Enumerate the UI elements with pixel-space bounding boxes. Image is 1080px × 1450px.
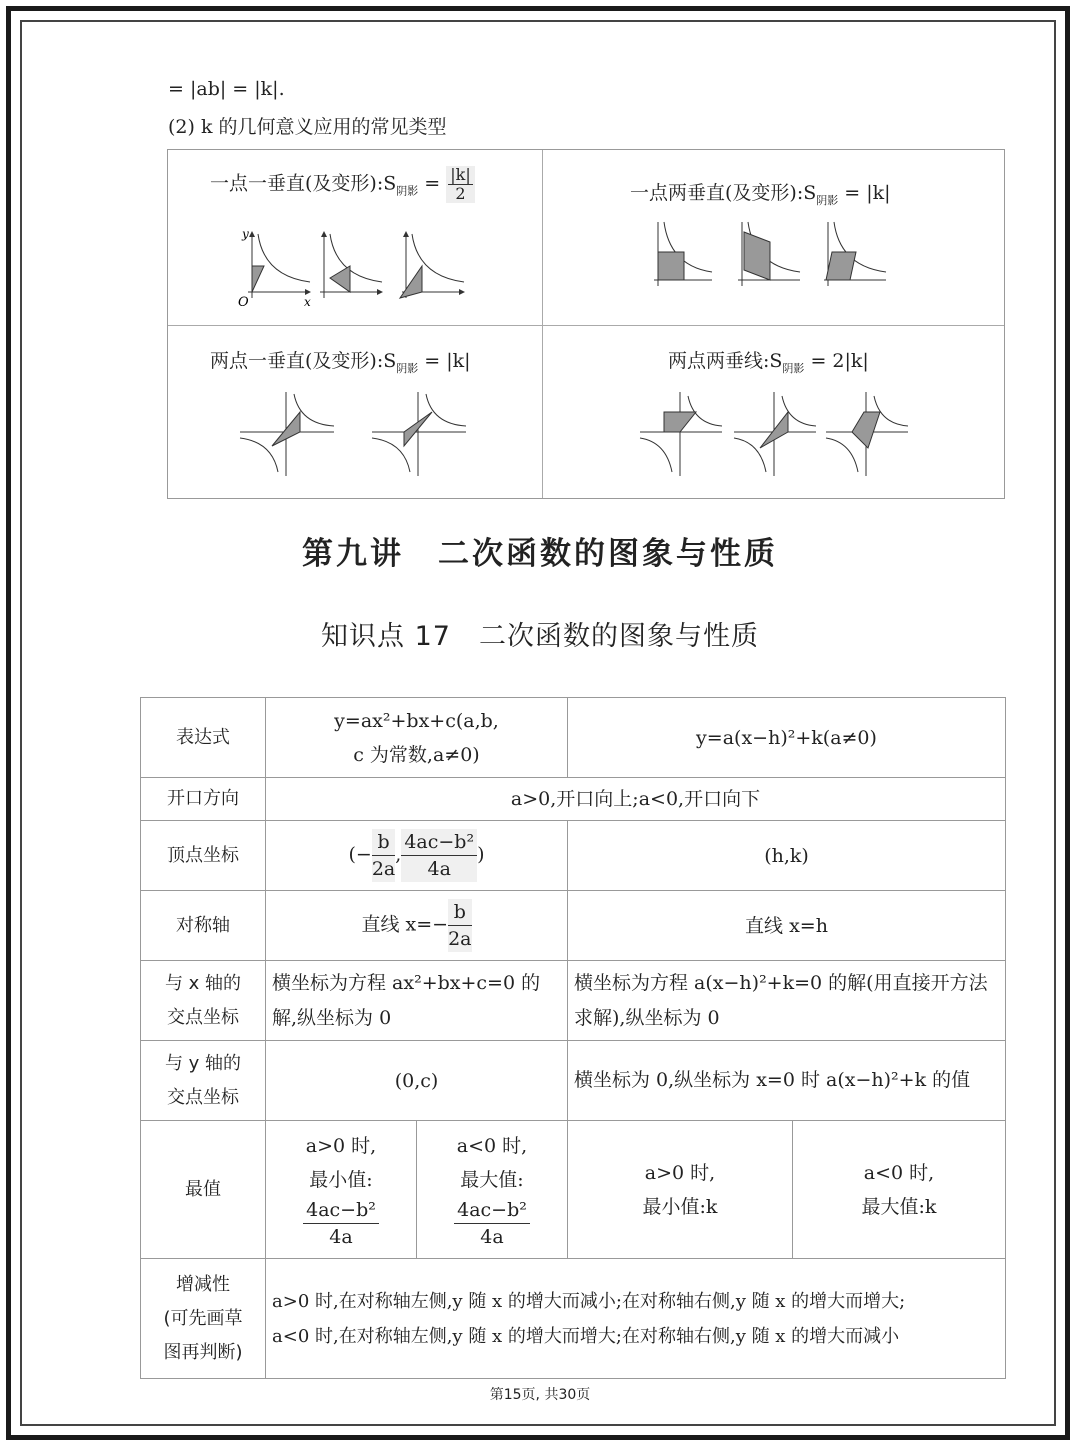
row-header-y-intercept: 与 y 轴的 交点坐标 [141, 1041, 266, 1121]
axis-vertex-cell: 直线 x=h [568, 891, 1006, 961]
monotonicity-cell: a>0 时,在对称轴左侧,y 随 x 的增大而减小;在对称轴右侧,y 随 x 的增大而增大; a<0 时,在对称轴左侧,y 随 x 的增大而增大;在对称轴右侧,y 随 x 的增大而减小 [266, 1259, 1006, 1379]
table-row [141, 961, 1006, 1041]
expr-vertex-cell: y=a(x−h)²+k(a≠0) [568, 698, 1006, 778]
page-number: 第15页, 共30页 [489, 1387, 591, 1403]
k-cell-title-4: 两点两垂线$:S_{阴影} = 2|k|$ [668, 350, 869, 375]
row-header-axis: 对称轴 [141, 891, 266, 961]
svg-text:y: y [242, 227, 249, 241]
table-row [141, 891, 1006, 961]
vertex-vertex-cell: (h,k) [568, 821, 1006, 891]
row-header-opening: 开口方向 [141, 778, 266, 821]
k-meaning-table [167, 149, 1005, 499]
table-row [141, 1041, 1006, 1121]
svg-text:O: O [238, 295, 249, 310]
svg-text:x: x [304, 295, 311, 309]
k-diagrams-two-points-one-perp [238, 386, 508, 478]
quadratic-properties-table [140, 697, 1006, 1379]
row-header-vertex: 顶点坐标 [141, 821, 266, 891]
row-header-x-intercept: 与 x 轴的 交点坐标 [141, 961, 266, 1041]
k-cell-title-1: 一点一垂直(及变形)$:S_{阴影}$ = $\frac{|k|}{2}$ [210, 166, 475, 203]
extreme-general-max-cell: a<0 时, 最大值: $\frac{\text{4ac−b²}}{4a}$ [417, 1121, 568, 1259]
k-diagrams-two-points-two-perp [638, 386, 938, 478]
subsection-heading: (2) k 的几何意义应用的常见类型 [168, 116, 447, 138]
k-cell-title-2: 一点两垂直(及变形)$:S_{阴影} = |k|$ [630, 182, 891, 207]
table-row [141, 778, 1006, 821]
x-intercept-general-cell: 横坐标为方程 ax²+bx+c=0 的解,纵坐标为 0 [266, 961, 568, 1041]
table-row [141, 821, 1006, 891]
table-row [141, 1259, 1006, 1379]
opening-cell: a>0,开口向上;a<0,开口向下 [266, 778, 1006, 821]
k-diagrams-one-point-two-perp [646, 216, 926, 300]
y-intercept-vertex-cell: 横坐标为 0,纵坐标为 x=0 时 a(x−h)²+k 的值 [568, 1041, 1006, 1121]
table-row [141, 698, 1006, 778]
top-formula-line: = |ab| = |k|. [168, 78, 285, 100]
k-cell-title-3: 两点一垂直(及变形)$:S_{阴影} = |k|$ [210, 350, 471, 375]
lecture-title: 第九讲 二次函数的图象与性质 [302, 536, 778, 572]
knowledge-point-title: 知识点 17 二次函数的图象与性质 [321, 621, 759, 652]
row-header-expression: 表达式 [141, 698, 266, 778]
k-diagrams-one-point-one-perp [234, 226, 484, 310]
extreme-vertex-min-cell: a>0 时, 最小值:k [568, 1121, 793, 1259]
y-intercept-general-cell: (0,c) [266, 1041, 568, 1121]
extreme-general-min-cell: a>0 时, 最小值: $\frac{\text{4ac−b²}}{4a}$ [266, 1121, 417, 1259]
extreme-vertex-max-cell: a<0 时, 最大值:k [793, 1121, 1006, 1259]
expr-general-cell: y=ax²+bx+c(a,b, c 为常数,a≠0) [266, 698, 568, 778]
row-header-extreme: 最值 [141, 1121, 266, 1259]
table-row [141, 1121, 1006, 1259]
row-header-monotonicity: 增减性 (可先画草 图再判断) [141, 1259, 266, 1379]
x-intercept-vertex-cell: 横坐标为方程 a(x−h)²+k=0 的解(用直接开方法求解),纵坐标为 0 [568, 961, 1006, 1041]
axis-general-cell: 直线 x=− $\frac{b}{2a}$ [266, 891, 568, 961]
vertex-general-cell: (− $\frac{b}{2a}$ , $\frac{\text{4ac−b²}}{4a}$ ) [266, 821, 568, 891]
